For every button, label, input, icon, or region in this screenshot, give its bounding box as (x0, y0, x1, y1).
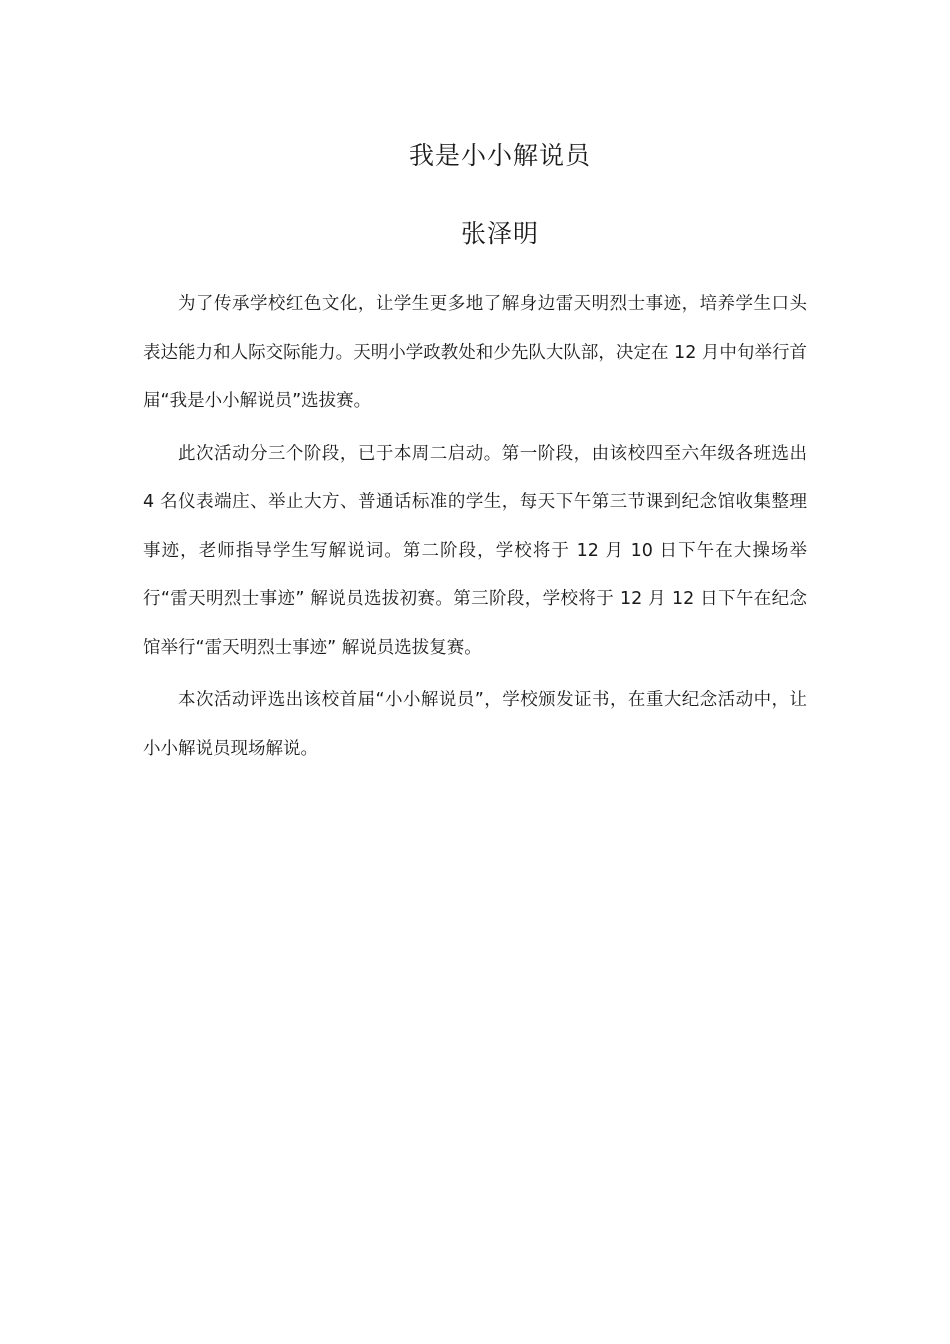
document-title: 我是小小解说员 (408, 141, 591, 170)
paragraph-1: 为了传承学校红色文化，让学生更多地了解身边雷天明烈士事迹，培养学生口头表达能力和人际交际能力。天明小学政教处和少先队大队部，决定在 12 月中旬举行首届“我是小小解说员”选拔赛。 (143, 294, 807, 411)
paragraph-2: 此次活动分三个阶段，已于本周二启动。第一阶段，由该校四至六年级各班选出 4 名仪表端庄、举止大方、普通话标准的学生，每天下午第三节课到纪念馆收集整理事迹，老师指导学生写解说词。第二阶段，学校将于 12 月 10 日下午在大操场举行“雷天明烈士事迹” 解说员选拔初赛。第三阶段，学校将于 12 月 12 日下午在纪念馆举行“雷天明烈士事迹” 解说员选拔复赛。 (143, 443, 807, 658)
document-author: 张泽明 (460, 219, 539, 248)
document-body (143, 280, 807, 773)
paragraph-3: 本次活动评选出该校首届“小小解说员”，学校颁发证书，在重大纪念活动中，让小小解说员现场解说。 (143, 690, 807, 759)
